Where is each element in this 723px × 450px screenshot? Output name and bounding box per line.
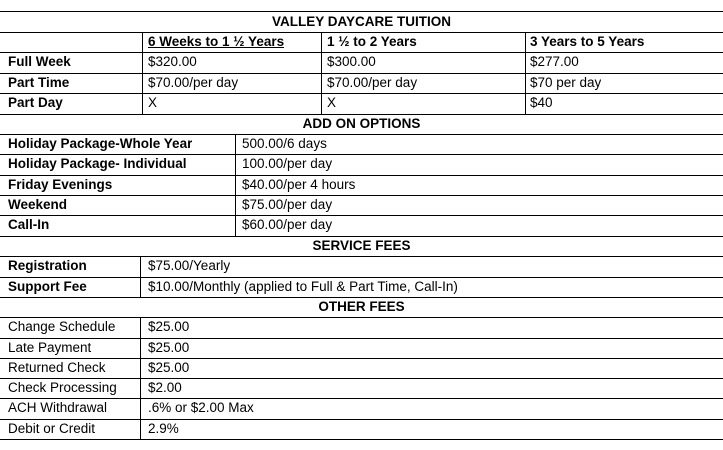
addon-label: Call-In [8, 217, 50, 232]
other-fee-row [0, 317, 723, 337]
rate-cell: $70.00/per day [327, 75, 418, 90]
rate-cell: X [327, 95, 337, 110]
tuition-header-row [0, 32, 723, 52]
addon-value: $40.00/per 4 hours [242, 177, 356, 192]
column-header-infant: 6 Weeks to 1 ½ Years [148, 34, 285, 49]
other-fee-row [0, 358, 723, 378]
other-fee-value: .6% or $2.00 Max [148, 400, 254, 415]
other-fee-label: Change Schedule [8, 319, 116, 334]
service-fee-label: Registration [8, 258, 87, 273]
service-fees-title-row [0, 236, 723, 256]
table-rule [0, 297, 723, 298]
addon-label: Holiday Package-Whole Year [8, 136, 193, 151]
addon-label: Holiday Package- Individual [8, 156, 187, 171]
other-fee-value: $25.00 [148, 360, 190, 375]
addons-title: ADD ON OPTIONS [302, 116, 421, 131]
table-rule [0, 419, 723, 420]
service-fee-value: $10.00/Monthly (applied to Full & Part Time, Call-In) [148, 279, 458, 294]
other-fee-row [0, 378, 723, 398]
column-divider [235, 134, 236, 236]
addons-title-row [0, 114, 723, 134]
service-fee-value: $75.00/Yearly [148, 258, 231, 273]
addon-row [0, 195, 723, 215]
table-rule [0, 114, 723, 115]
row-label: Part Day [8, 95, 63, 110]
addon-value: $60.00/per day [242, 217, 333, 232]
addon-row [0, 134, 723, 154]
other-fee-value: $2.00 [148, 380, 182, 395]
table-rule [0, 398, 723, 399]
column-header-preschool: 3 Years to 5 Years [530, 34, 645, 49]
other-fee-label: ACH Withdrawal [8, 400, 108, 415]
tuition-row-part-time [0, 73, 723, 93]
table-border-top [0, 11, 723, 12]
table-rule [0, 358, 723, 359]
column-divider [140, 317, 141, 440]
other-fee-row [0, 398, 723, 418]
rate-cell: $320.00 [148, 54, 197, 69]
addon-row [0, 215, 723, 235]
column-divider [142, 32, 143, 114]
table-rule [0, 73, 723, 74]
table-rule [0, 277, 723, 278]
other-fee-label: Check Processing [8, 380, 117, 395]
table-rule [0, 134, 723, 135]
other-fees-title: OTHER FEES [318, 299, 405, 314]
addon-value: 100.00/per day [242, 156, 333, 171]
other-fee-label: Late Payment [8, 340, 92, 355]
addon-label: Weekend [8, 197, 68, 212]
rate-cell: X [148, 95, 158, 110]
table-rule [0, 93, 723, 94]
table-rule [0, 317, 723, 318]
other-fees-title-row [0, 297, 723, 317]
table-rule [0, 256, 723, 257]
tuition-row-part-day [0, 93, 723, 113]
other-fee-value: $25.00 [148, 319, 190, 334]
addon-label: Friday Evenings [8, 177, 113, 192]
row-label: Full Week [8, 54, 71, 69]
addon-value: 500.00/6 days [242, 136, 327, 151]
service-fee-row [0, 277, 723, 297]
column-divider [321, 32, 322, 114]
rate-cell: $277.00 [530, 54, 579, 69]
rate-cell: $70.00/per day [148, 75, 239, 90]
row-label: Part Time [8, 75, 70, 90]
addon-row [0, 154, 723, 174]
addon-value: $75.00/per day [242, 197, 333, 212]
column-divider [140, 256, 141, 297]
other-fee-value: $25.00 [148, 340, 190, 355]
service-fee-label: Support Fee [8, 279, 87, 294]
table-rule [0, 175, 723, 176]
table-rule [0, 236, 723, 237]
other-fee-row [0, 338, 723, 358]
service-fees-title: SERVICE FEES [312, 238, 411, 253]
table-rule [0, 195, 723, 196]
rate-cell: $70 per day [530, 75, 602, 90]
rate-cell: $40 [530, 95, 553, 110]
tuition-title-row [0, 12, 723, 32]
table-border-bottom [0, 439, 723, 440]
column-divider [525, 32, 526, 114]
table-rule [0, 378, 723, 379]
table-rule [0, 32, 723, 33]
table-rule [0, 338, 723, 339]
other-fee-row [0, 419, 723, 439]
rate-cell: $300.00 [327, 54, 376, 69]
other-fee-label: Returned Check [8, 360, 106, 375]
tuition-row-full-week [0, 52, 723, 72]
other-fee-value: 2.9% [148, 421, 179, 436]
other-fee-label: Debit or Credit [8, 421, 96, 436]
addon-row [0, 175, 723, 195]
table-rule [0, 215, 723, 216]
tuition-title: VALLEY DAYCARE TUITION [271, 14, 452, 29]
table-rule [0, 154, 723, 155]
service-fee-row [0, 256, 723, 276]
column-header-toddler: 1 ½ to 2 Years [327, 34, 417, 49]
table-rule [0, 52, 723, 53]
